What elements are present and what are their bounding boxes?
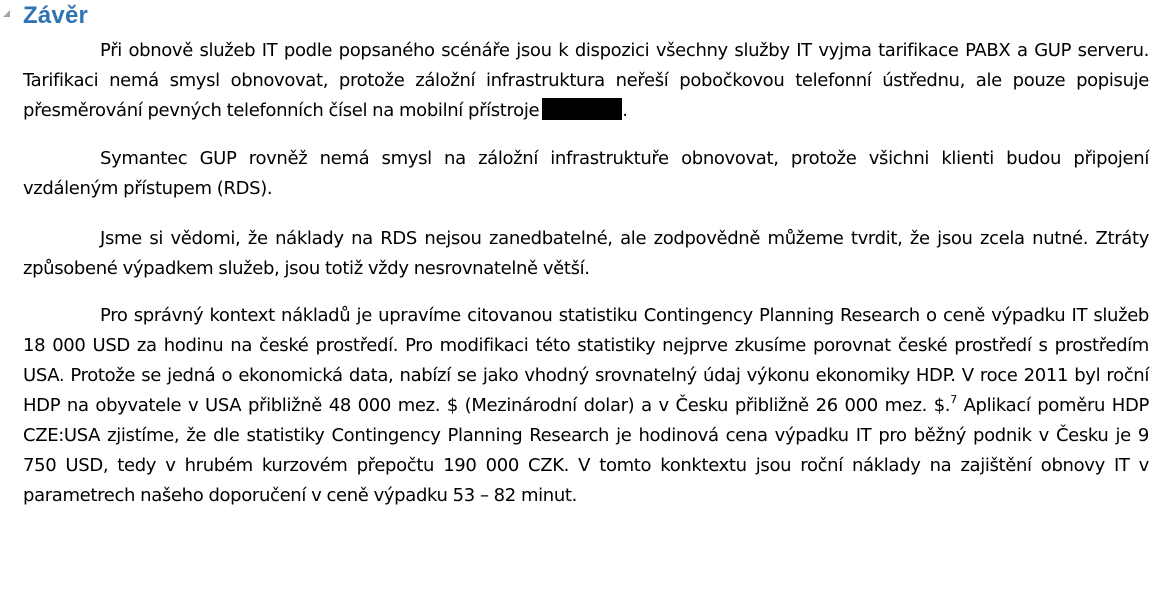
- document-body: [23, 36, 1149, 531]
- paragraph-3: Jsme si vědomi, že náklady na RDS nejsou zanedbatelné, ale zodpovědně můžeme tvrdit, že jsou zcela nutné. Ztráty způsobené výpadkem služeb, jsou totiž vždy nesrovnatelně větší.: [23, 228, 1149, 279]
- footnote-reference[interactable]: 7: [950, 393, 957, 406]
- paragraph-1-end: .: [622, 100, 628, 121]
- paragraph-1-text: Při obnově služeb IT podle popsaného scénáře jsou k dispozici všechny služby IT vyjma tarifikace PABX a GUP serveru. Tarifikaci nemá smysl obnovovat, protože záložní infrastruktura neřeší pobočkovou telefonní ústřednu, ale pouze popisuje přesměrování pevných telefonních čísel na mobilní přístroje: [23, 40, 1149, 121]
- section-heading: Závěr: [23, 2, 89, 29]
- paragraph-2: Symantec GUP rovněž nemá smysl na záložní infrastruktuře obnovovat, protože všichni klienti budou připojení vzdáleným přístupem (RDS).: [23, 148, 1149, 199]
- redaction-block: [542, 98, 622, 120]
- paragraph-4: [23, 301, 1149, 511]
- paragraph-4-text-a: Pro správný kontext nákladů je upravíme citovanou statistiku Contingency Planning Research o ceně výpadku IT služeb 18 000 USD za hodinu na české prostředí. Pro modifikaci této statistiky nejprve zkusíme porovnat české prostředí s prostředím USA. Protože se jedná o ekonomická data, nabízí se jako vhodný srovnatelný údaj výkonu ekonomiky HDP. V roce 2011 byl roční HDP na obyvatele v USA přibližně 48 000 mez. $ (Mezinárodní dolar) a v Česku přibližně 26 000 mez. $.: [23, 305, 1149, 416]
- paragraph-4-text-b: Aplikací poměru HDP CZE:USA zjistíme, že dle statistiky Contingency Planning Research je hodinová cena výpadku IT pro běžný podnik v Česku je 9 750 USD, tedy v hrubém kurzovém přepočtu 190 000 CZK. V tomto konktextu jsou roční náklady na zajištění obnovy IT v parametrech našeho doporučení v ceně výpadku 53 – 82 minut.: [23, 395, 1149, 506]
- paragraph-1: [23, 36, 1149, 126]
- collapse-heading-icon[interactable]: [3, 10, 10, 17]
